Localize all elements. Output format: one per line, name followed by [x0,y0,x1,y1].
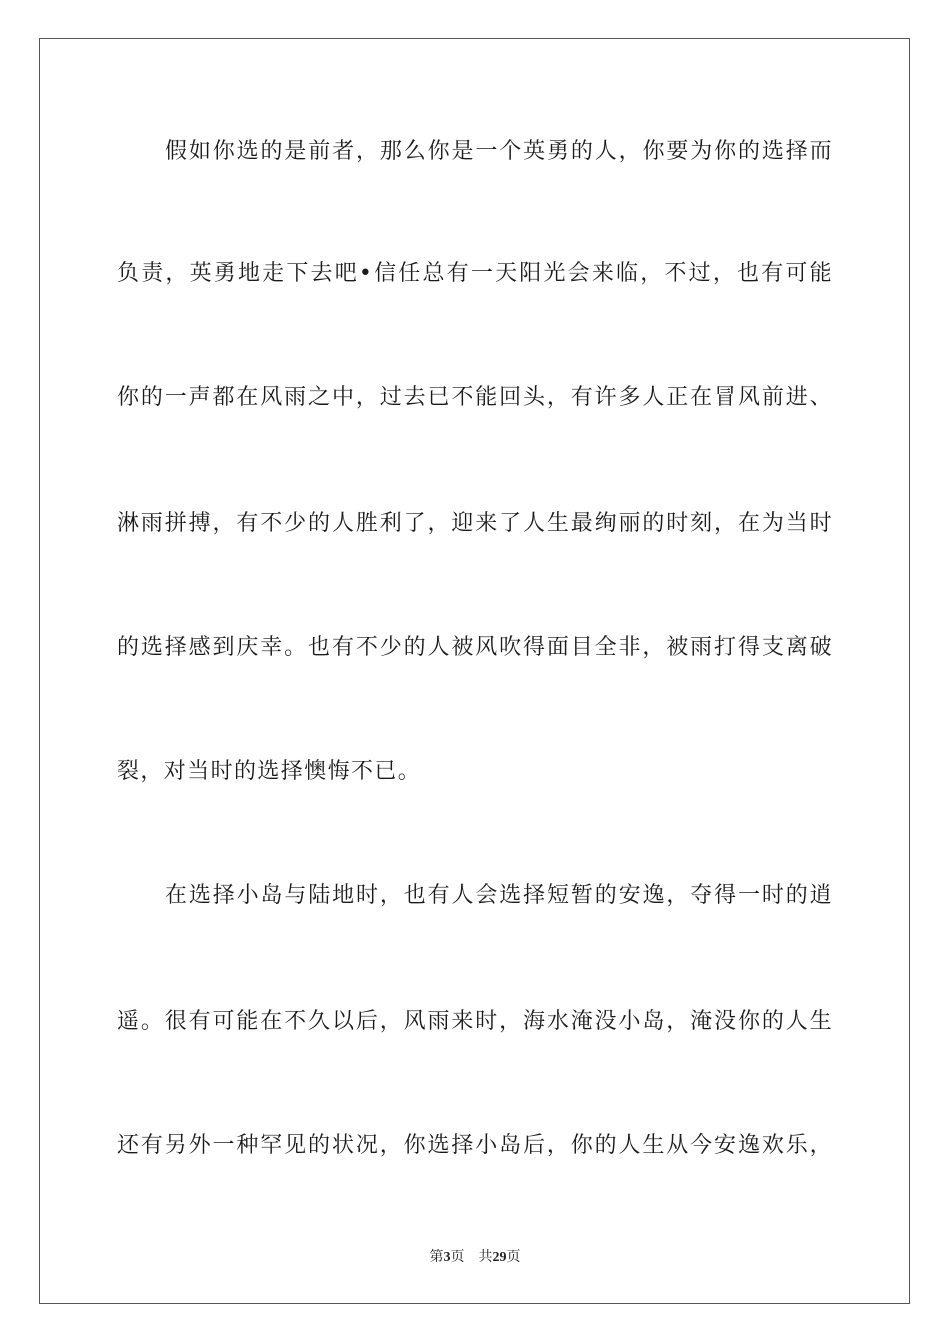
page-footer [0,1247,950,1268]
text-line-3: 你的一声都在风雨之中，过去已不能回头，有许多人正在冒风前进、 [117,385,833,410]
text-line-1: 假如你选的是前者，那么你是一个英勇的人，你要为你的选择而 [165,139,833,164]
total-suffix: 页 [506,1249,521,1265]
text-line-7: 在选择小岛与陆地时，也有人会选择短暂的安逸，夺得一时的逍 [165,883,833,908]
total-pages: 29 [492,1250,507,1265]
page-frame [39,38,910,1304]
text-line-2: 负责，英勇地走下去吧•信任总有一天阳光会来临，不过，也有可能 [117,261,833,286]
page-suffix: 页 [450,1249,465,1265]
total-prefix: 共 [478,1249,493,1265]
text-line-5: 的选择感到庆幸。也有不少的人被风吹得面目全非，被雨打得支离破 [117,635,833,660]
page-number: 3 [443,1250,451,1265]
text-line-6: 裂，对当时的选择懊悔不已。 [117,759,422,784]
page-prefix: 第 [429,1249,444,1265]
text-line-8: 遥。很有可能在不久以后，风雨来时，海水淹没小岛，淹没你的人生 [117,1009,833,1034]
text-line-4: 淋雨拼搏，有不少的人胜利了，迎来了人生最绚丽的时刻，在为当时 [117,511,833,536]
text-line-9: 还有另外一种罕见的状况，你选择小岛后，你的人生从今安逸欢乐， [117,1133,833,1158]
